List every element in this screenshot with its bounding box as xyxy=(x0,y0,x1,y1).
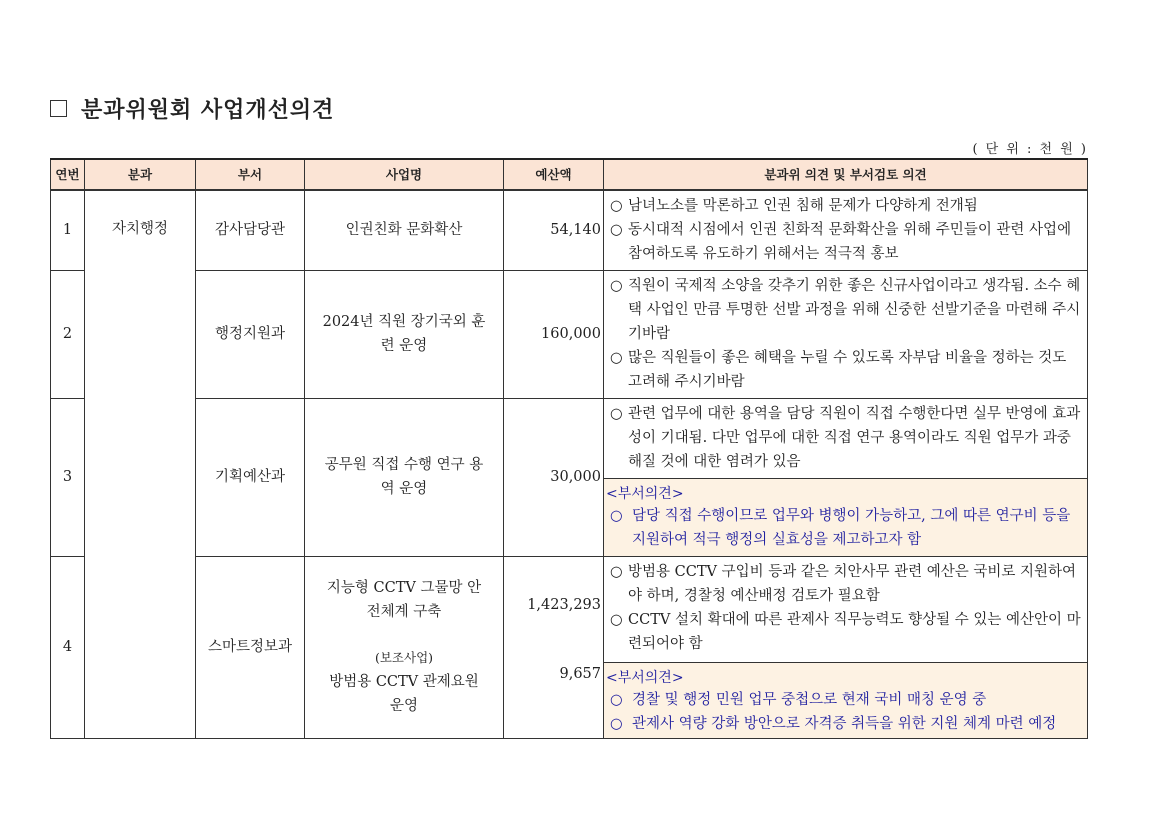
project-cell xyxy=(305,556,504,738)
header-division: 분과 xyxy=(85,159,196,190)
dept-cell: 감사담당관 xyxy=(196,190,305,270)
header-project: 사업명 xyxy=(305,159,504,190)
header-budget: 예산액 xyxy=(504,159,604,190)
dept-review-cell xyxy=(604,662,1088,738)
bullet-icon: ○ xyxy=(610,563,623,580)
budget-cell: 160,000 xyxy=(504,270,604,398)
table-row xyxy=(51,398,1088,478)
dept-cell: 행정지원과 xyxy=(196,270,305,398)
sub-project-note: (보조사업) xyxy=(374,650,434,665)
row-no: 3 xyxy=(51,398,85,556)
table-row xyxy=(51,556,1088,662)
bullet-icon: ○ xyxy=(610,405,623,422)
header-opinion: 분과위 의견 및 부서검토 의견 xyxy=(604,159,1088,190)
opinion-item: ○ 동시대적 시점에서 인권 친화적 문화확산을 위해 주민들이 관련 사업에 참여하도록 유도하기 위해서는 적극적 홍보 xyxy=(610,218,1081,266)
row-no: 2 xyxy=(51,270,85,398)
dept-review-label: <부서의견> xyxy=(606,485,684,502)
opinion-item: ○ 방범용 CCTV 구입비 등과 같은 치안사무 관련 예산은 국비로 지원하여야 하며, 경찰청 예산배정 검토가 필요함 xyxy=(610,560,1081,608)
table-row xyxy=(51,270,1088,398)
page-title xyxy=(50,93,334,124)
project-name: 지능형 CCTV 그물망 안전체계 구축 xyxy=(326,580,482,620)
dept-cell: 기획예산과 xyxy=(196,398,305,556)
bullet-icon: ○ xyxy=(610,349,623,366)
dept-review-item: ○ 관제사 역량 강화 방안으로 자격증 취득을 위한 지원 체계 마련 예정 xyxy=(606,712,1081,736)
budget-value: 1,423,293 xyxy=(527,596,601,613)
opinion-cell xyxy=(604,556,1088,662)
dept-review-item: ○ 담당 직접 수행이므로 업무와 병행이 가능하고, 그에 따른 연구비 등을 지원하여 적극 행정의 실효성을 제고하고자 함 xyxy=(606,504,1081,552)
opinion-item: ○ 많은 직원들이 좋은 혜택을 누릴 수 있도록 자부담 비율을 정하는 것도 고려해 주시기바람 xyxy=(610,346,1081,394)
opinion-item: ○ 남녀노소를 막론하고 인권 침해 문제가 다양하게 전개됨 xyxy=(610,194,1081,218)
bullet-icon: ○ xyxy=(610,277,623,294)
dept-review-label: <부서의견> xyxy=(606,669,684,686)
opinion-item: ○ 관련 업무에 대한 용역을 담당 직원이 직접 수행한다면 실무 반영에 효과성이 기대됨. 다만 업무에 대한 직접 연구 용역이라도 직원 업무가 과중해질 것에 대한 염려가 있음 xyxy=(610,402,1081,474)
table-header-row xyxy=(51,159,1088,190)
checkbox-square-icon xyxy=(50,100,67,117)
dept-review-item: ○ 경찰 및 행정 민원 업무 중첩으로 현재 국비 매칭 운영 중 xyxy=(606,688,1081,712)
opinion-item: ○ CCTV 설치 확대에 따른 관제사 직무능력도 향상될 수 있는 예산안이 마련되어야 함 xyxy=(610,608,1081,656)
opinion-cell xyxy=(604,270,1088,398)
opinion-cell xyxy=(604,190,1088,270)
header-dept: 부서 xyxy=(196,159,305,190)
bullet-icon: ○ xyxy=(610,198,623,214)
sub-project-name: 방범용 CCTV 관제요원 운영 xyxy=(329,674,479,714)
bullet-icon: ○ xyxy=(610,691,623,708)
bullet-icon: ○ xyxy=(610,611,623,628)
project-cell: 인권친화 문화확산 xyxy=(305,190,504,270)
dept-review-cell xyxy=(604,478,1088,556)
sub-budget-value: 9,657 xyxy=(559,665,601,682)
unit-note: ( 단 위 : 천 원 ) xyxy=(972,142,1088,157)
dept-cell: 스마트정보과 xyxy=(196,556,305,738)
budget-cell xyxy=(504,556,604,738)
bullet-icon: ○ xyxy=(610,715,623,732)
page-title-text: 분과위원회 사업개선의견 xyxy=(81,98,335,123)
bullet-icon: ○ xyxy=(610,507,623,524)
bullet-icon: ○ xyxy=(610,222,623,238)
project-cell: 공무원 직접 수행 연구 용역 운영 xyxy=(305,398,504,556)
table-row xyxy=(51,190,1088,270)
opinion-item: ○ 직원이 국제적 소양을 갖추기 위한 좋은 신규사업이라고 생각됨. 소수 혜택 사업인 만큼 투명한 선발 과정을 위해 신중한 선발기준을 마련해 주시기바람 xyxy=(610,274,1081,346)
budget-cell: 54,140 xyxy=(504,190,604,270)
row-no: 1 xyxy=(51,190,85,270)
header-no: 연번 xyxy=(51,159,85,190)
opinion-table xyxy=(50,158,1088,739)
row-no: 4 xyxy=(51,556,85,738)
budget-cell: 30,000 xyxy=(504,398,604,556)
division-cell: 자치행정 xyxy=(85,190,196,738)
project-cell: 2024년 직원 장기국외 훈련 운영 xyxy=(305,270,504,398)
opinion-cell xyxy=(604,398,1088,478)
